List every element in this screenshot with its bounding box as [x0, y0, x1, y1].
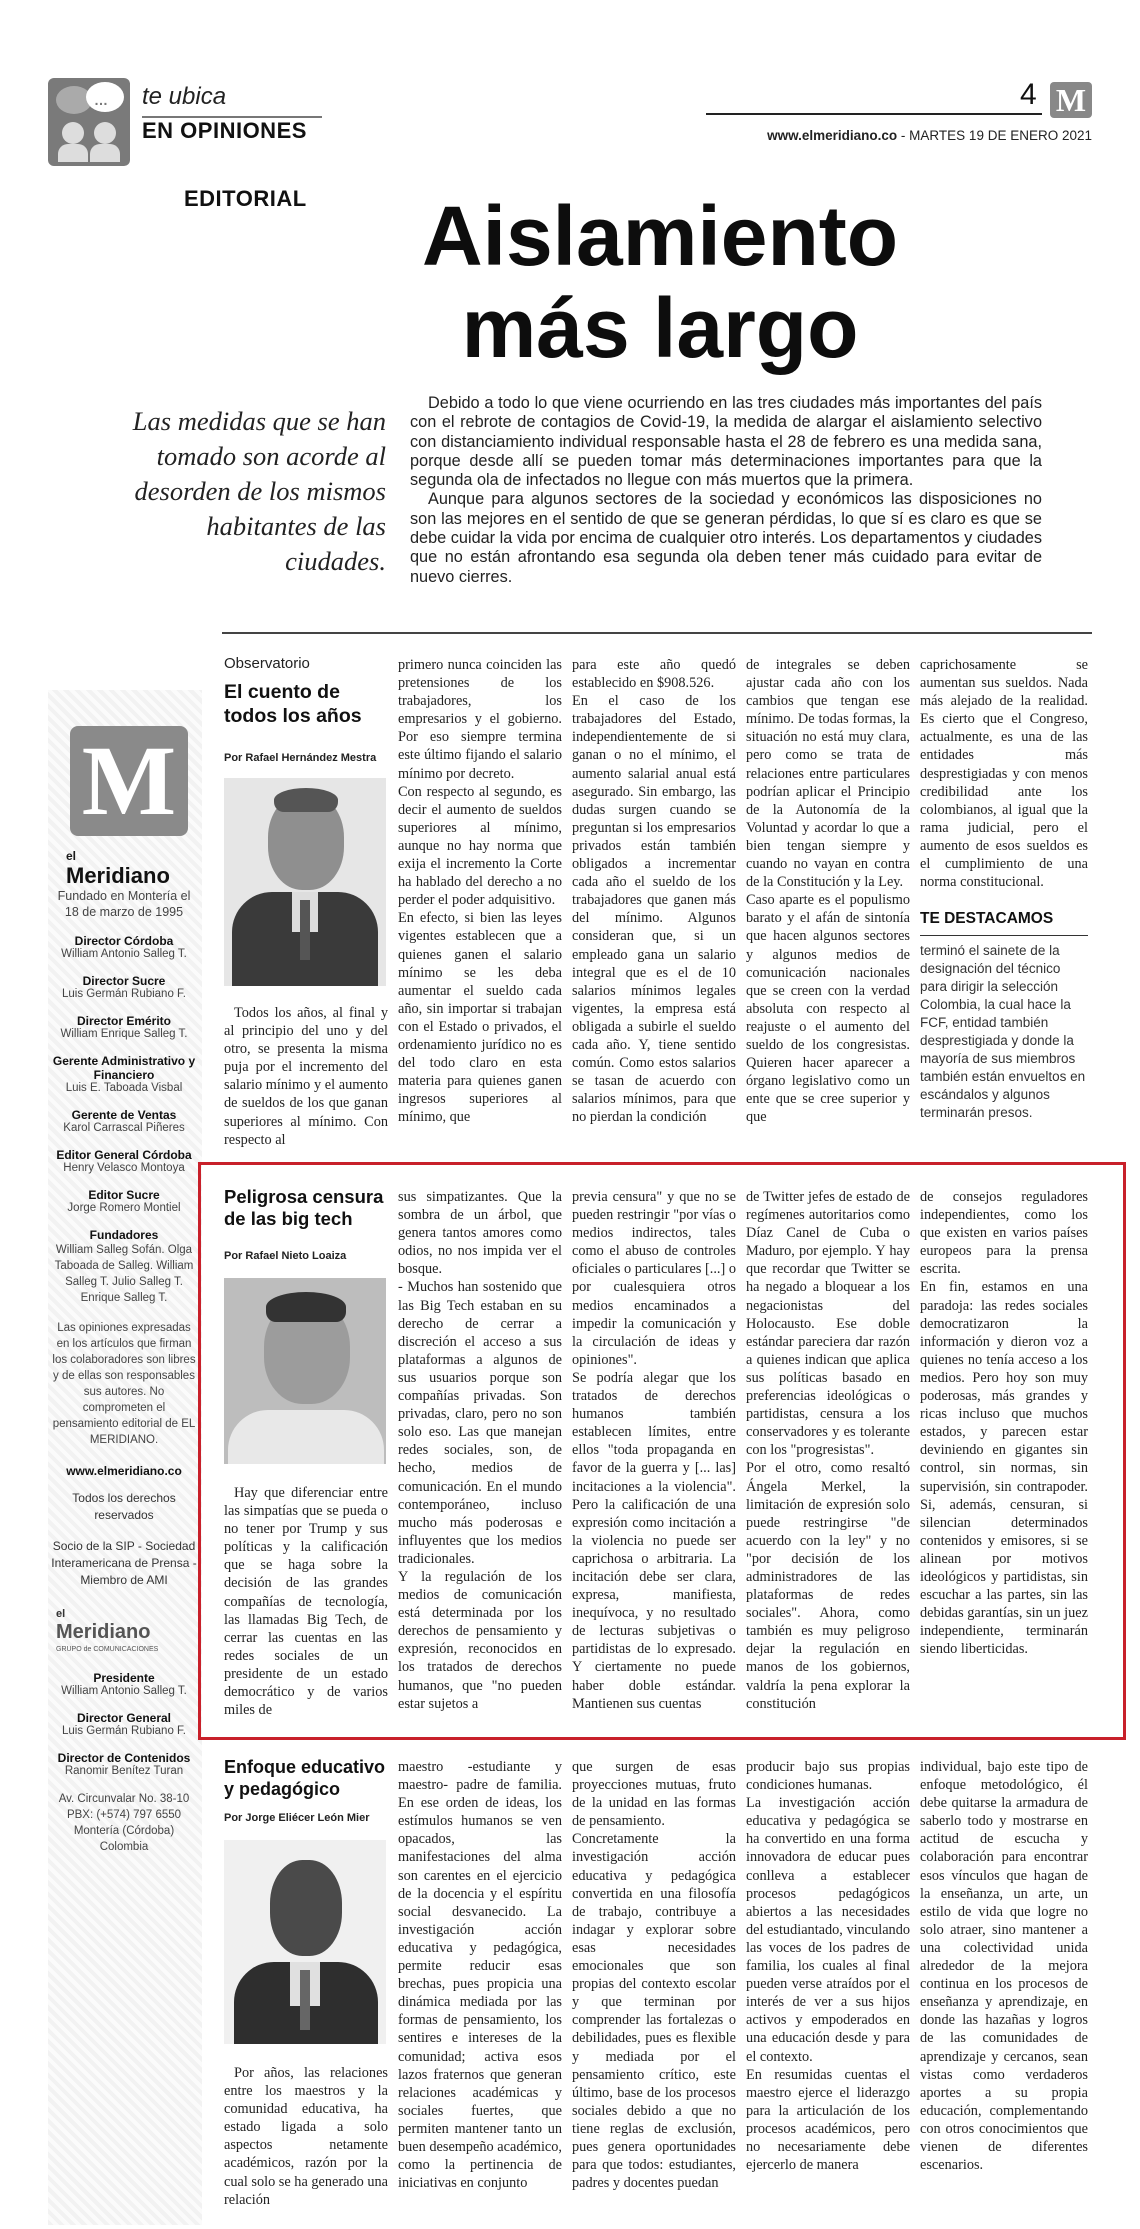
- article1-title: El cuento de todos los años: [224, 681, 362, 727]
- date-text: - MARTES 19 DE ENERO 2021: [900, 128, 1092, 143]
- meridiano-m-logo: M: [1050, 82, 1092, 118]
- article1-author-photo: [224, 778, 386, 986]
- address: Av. Circunvalar No. 38-10 PBX: (+574) 797 6550 Montería (Córdoba) Colombia: [58, 1793, 190, 1853]
- editorial-title-line2: más largo: [461, 281, 859, 375]
- article1-col5: caprichosamente se aumentan sus sueldos. Nada más alejado de la realidad. Es cierto que el Congreso, actualmente, es una de las entidades más desprestigiadas y con menos credibilidad ante los colombianos, al igual que la rama judicial, pero el aumento de esos sueldos es el cumplimiento de una norma constitucional.: [920, 657, 1088, 891]
- article3-col1: Por años, las relaciones entre los maestros y la comunidad educativa, ha estado ligada a solo aspectos netamente académicos, razón por la cual solo se ha generado una relación: [224, 2065, 388, 2208]
- article2-col2: sus simpatizantes. Que la sombra de un árbol, que genera tantos amores como odios, no nos impida ver el bosque. - Muchos han sostenido que las Big Tech estaban en su derecho de cerrar a discreción el acceso a sus plataformas a algunos de sus usuarios porque son compañías privadas. Son privadas, claro, pero no son solo eso. Las que manejan redes sociales, son, de hecho, medios de comunicación. En el mundo contemporáneo, incluso mucho más poderosas e influyentes que los medios tradicionales. Y la regulación de los medios de comunicación está determinada por los derechos de pensamiento y expresión, reconocidos en los tratados de derechos humanos, que "no pueden estar sujetos a: [398, 1189, 562, 1712]
- article1-col2: primero nunca coinciden las pretensiones de los trabajadores, los empresarios y el gobierno. Por eso siempre termina este último fijando el salario mínimo por decreto. Con respecto al segundo, es decir el aumento de sueldos superiores al mínimo, aunque no hay norma que exija el incremento la Corte ha hablado del derecho a no perder el poder adquisitivo. En efecto, si bien las leyes vigentes establecen que a quienes ganen el salario mínimo se les deba aumentar el sueldo cada año, sin importar si trabajan con el Estado o privados, el ordenamiento jurídico no es del todo claro en esta materia para quienes ganen ingresos superiores al mínimo, que: [398, 657, 562, 1126]
- sip-membership: Socio de la SIP - Sociedad Interamericana de Prensa - Miembro de AMI: [51, 1539, 197, 1587]
- article3-title: Enfoque educativo y pedagógico: [224, 1757, 386, 1799]
- masthead-logo: M: [70, 726, 188, 836]
- masthead-text: [50, 888, 198, 1855]
- group-staff: [50, 1671, 198, 1777]
- staff-entry: Gerente de Ventas Karol Carrascal Piñeres: [63, 1108, 185, 1134]
- article1-col1: Todos los años, al final y al principio del uno y del otro, se presenta la misma puja por el incremento del salario mínimo y el aumento de sueldos de los que ganan superiores al mínimo. Con respecto al: [224, 1005, 388, 1148]
- staff-list: [50, 934, 198, 1306]
- header-tagline: [142, 84, 322, 144]
- header-rule: [706, 113, 1042, 115]
- article1-col3: para este año quedó establecido en $908.526. En el caso de los trabajadores del Estado, independientemente de si ganan o no el mínimo, el aumento salarial anual está asegurado. Sin embargo, las dudas surgen cuando se preguntan si los empresarios privados están también obligados a incrementar cada año el sueldo de los trabajadores que ganen más del mínimo. Algunos consideran que, si un empleado gana un salario integral que es el de 10 salarios mínimos legales vigentes, la empresa está obligada a subirle el sueldo cada año. Y, tiene sentido común. Como estos salarios se tasan de acuerdo con salarios mínimos, para que no pierdan la condición: [572, 657, 736, 1126]
- staff-entry: Director Córdoba William Antonio Salleg T.: [61, 934, 187, 960]
- disclaimer: Las opiniones expresadas en los artículos que firman los colaboradores son libres y de ellas son responsables sus autores. No comprometen el pensamiento editorial de EL MERIDIANO.: [52, 1322, 196, 1446]
- staff-entry: Fundadores William Salleg Sofán. Olga Taboada de Salleg. William Salleg T. Julio Salleg T. Enrique Salleg T.: [54, 1228, 194, 1304]
- editorial-divider: [222, 632, 1092, 634]
- masthead-website[interactable]: www.elmeridiano.co: [66, 1464, 182, 1478]
- masthead-brand: el Meridiano: [66, 849, 170, 888]
- editorial-title: [380, 190, 940, 374]
- staff-entry: Director de Contenidos Ranomir Benítez Turan: [57, 1751, 191, 1777]
- article2-author-photo: [224, 1278, 386, 1464]
- article2-col1: Hay que diferenciar entre las simpatías que se pueda o no tener por Trump y sus políticas y la calificación que se haga sobre la decisión de las grandes compañías de tecnología, las llamadas Big Tech, de cerrar las cuentas en las redes sociales de un presidente de un estado democrático y de varios miles de: [224, 1485, 388, 1719]
- rights: Todos los derechos reservados: [72, 1491, 176, 1522]
- speech-bubbles-icon: …: [48, 78, 130, 166]
- staff-entry: Editor General Córdoba Henry Velasco Montoya: [56, 1148, 192, 1174]
- article2-col4: de Twitter jefes de estado de regímenes autoritarios como Díaz Canel de Cuba o Maduro, por ejemplo. Y hay que recordar que Twitter se ha negado a bloquear a los negacionistas del Holocausto. Ese doble estándar pareciera dar razón a quienes indican que aplica sus políticas basado en preferencias ideológicas o partidistas, censura a los conservadores y es tolerante con los "progresistas". Por el otro, como resaltó Ángela Merkel, la limitación de expresión solo puede restringirse "de acuerdo con la ley" y no "por decisión de los administradores de las plataformas de redes sociales". Ahora, como también es muy peligroso dejar la regulación en manos de los gobiernos, valdría la pena explorar la constitución: [746, 1189, 910, 1712]
- destacamos-title: TE DESTACAMOS: [920, 910, 1054, 927]
- page-number: 4: [1020, 78, 1037, 111]
- staff-entry: Editor Sucre Jorge Romero Montiel: [67, 1188, 181, 1214]
- article3-col5: individual, bajo este tipo de enfoque metodológico, él debe quitarse la armadura de saberlo todo y mostrarse en actitud de escucha y colaboración para encontrar esos vínculos que hagan de la enseñanza, un arte, un estilo de vida que logre no solo atraer, sino mantener a una colectividad unida alrededor de la mejora continua en los procesos de enseñanza y aprendizaje, en donde las hazañas y logros de las comunidades de aprendizaje y cercanos, sean vistas como verdaderos aportes a su propia educación, complementando con otros conocimientos que vienen de diferentes escenarios.: [920, 1759, 1088, 2174]
- staff-entry: Director Emérito William Enrique Salleg T.: [60, 1014, 188, 1040]
- article2-col5: de consejos reguladores independientes, como los que existen en varios países europeos para la prensa escrita. En fin, estamos en una paradoja: las redes sociales democratizaron la información y dieron voz a quienes no tenía acceso a los medios. Pero hoy son muy poderosas, más grandes y ricas incluso que muchos estados, y parecen estar deviniendo en gigantes sin control, sin normas, sin supervisión, sin contrapoder. Si, además, censuran, si silencian determinados contenidos y emisores, si se alinean por motivos ideológicos y partidistas, sin escuchar a las partes, sin las debidas garantías, sin un juez independiente, terminarán siendo liberticidas.: [920, 1189, 1088, 1658]
- article3-col4: producir bajo sus propias condiciones humanas. La investigación acción educativa y pedagógica se ha convertido en una forma innovadora de educar pues conlleva a establecer procesos pedagógicos abiertos a las necesidades del estudiantado, vinculando las voces de los padres de familia, los cuales al final pueden verse atraídos por el interés de ver a sus hijos activos y empoderados en una educación desde y para el contexto. En resumidas cuentas el maestro ejerce el liderazgo para la articulación de los procesos académicos, pero no necesariamente debe ejercerlo de manera: [746, 1759, 910, 2174]
- staff-entry: Director General Luis Germán Rubiano F.: [61, 1711, 186, 1737]
- article1-byline: Por Rafael Hernández Mestra: [224, 752, 377, 764]
- article2-title: Peligrosa censura de las big tech: [224, 1186, 384, 1229]
- editorial-body: [410, 394, 1042, 587]
- header-dateline: [700, 128, 1092, 143]
- editorial-title-line1: Aislamiento: [421, 189, 899, 283]
- site-url[interactable]: www.elmeridiano.co: [767, 128, 898, 143]
- staff-entry: Director Sucre Luis Germán Rubiano F.: [61, 974, 186, 1000]
- editorial-label: EDITORIAL: [184, 186, 307, 211]
- article3-col3: que surgen de esas proyecciones mutuas, fruto de la unidad en las formas de pensamiento. Concretamente la investigación acción educativa y pedagógica convertida en una filosofía de trabajo, contribuye a indagar y explorar sobre esas necesidades emocionales que son propias del contexto escolar y que terminan por comprender las fortalezas o debilidades, pues es flexible y mediada por el pensamiento crítico, este último, base de los procesos sociales debido a que no tiene reglas de exclusión, pues genera oportunidades para que todos: estudiantes, padres y docentes puedan: [572, 1759, 736, 2192]
- staff-entry: Gerente Administrativo y Financiero Luis E. Taboada Visbal: [52, 1054, 196, 1094]
- article3-byline: Por Jorge Eliécer León Mier: [224, 1812, 370, 1824]
- founded: Fundado en Montería el 18 de marzo de 1995: [57, 889, 191, 919]
- editorial-pull-quote: Las medidas que se han tomado son acorde al desorden de los mismos habitantes de las ciudades.: [132, 406, 386, 576]
- article2-byline: Por Rafael Nieto Loaiza: [224, 1250, 347, 1262]
- destacamos-text: terminó el sainete de la designación del técnico para dirigir la selección Colombia, la cual hace la FCF, entidad también desprestigiada y donde la mayoría de sus miembros también están envueltos en escándalos y algunos terminarán presos.: [920, 943, 1086, 1120]
- destacamos-rule: [920, 935, 1088, 936]
- article1-kicker: Observatorio: [224, 655, 310, 672]
- staff-entry: Presidente William Antonio Salleg T.: [61, 1671, 187, 1697]
- tagline-small: te ubica: [142, 83, 227, 110]
- article2-col3: previa censura" y que no se pueden restringir "por vías o medios indirectos, tales como el abuso de controles oficiales o particulares [...] o por cualesquiera otros medios encaminados a impedir la comunicación y la circulación de ideas y opiniones". Se podría alegar que los tratados de derechos humanos también establecen límites, entre ellos "toda propaganda en favor de la guerra y [... las] incitaciones a la violencia". Pero la calificación de una expresión como incitación a la violencia no puede ser caprichosa o arbitraria. La incitación debe ser clara, expresa, manifiesta, inequívoca, y no resultado de lecturas subjetivas o partidistas de lo expresado. Y ciertamente no puede haber doble estándar. Mantienen sus cuentas: [572, 1189, 736, 1712]
- article1-col4: de integrales se deben ajustar cada año con los cambios que tengan ese mínimo. De todas formas, la situación no está muy clara, pero como se trata de relaciones entre particulares podrían aplicar el Principio de la Autonomía de la Voluntad y acordar lo que a bien tengan siempre y cuando no vayan en contra de la Constitución y la Ley. Caso aparte es el populismo barato y el afán de sintonía que hacen algunos sectores y algunos medios de comunicación nacionales que se creen con la verdad absoluta con respecto al reajuste o el aumento del sueldo de los congresistas. Quieren hacer aparecer a órgano legislativo como un ente que se cree superior y que: [746, 657, 910, 1126]
- editorial-para2: Aunque para algunos sectores de la sociedad y económicos las disposiciones no son las mejores en el sentido de que se generan pérdidas, lo que sí es claro es que se debe cuidar la vida por encima de cualquier otro interés. Los departamentos y ciudades que no están afrontando esa segunda ola deben tener más cuidado para evitar de nuevo cierres.: [410, 490, 1042, 586]
- article3-author-photo: [224, 1840, 386, 2044]
- article3-col2: maestro -estudiante y maestro- padre de familia. En ese orden de ideas, los estímulos humanos se ven opacados, las manifestaciones del alma son carentes en el ejercicio de la docencia y el espíritu social desvanecido. La investigación acción educativa y pedagógica, permite reducir esas brechas, pues propicia una dinámica mediada por las formas de pensamiento, los sentires e intereses de la comunidad; activa esos lazos fraternos que generan relaciones académicas y sociales fuertes, que permiten mantener tanto un buen desempeño académico, como la pertinencia de iniciativas en conjunto: [398, 1759, 562, 2192]
- editorial-para1: Debido a todo lo que viene ocurriendo en las tres ciudades más importantes del país con el rebrote de contagios de Covid-19, la medida de alargar el aislamiento selectivo con distanciamiento individual responsable hasta el 28 de febrero es una medida sana, porque desde allí se pueden tomar más determinaciones importantes para que la segunda ola de infectados no llegue con más muertos que la primera.: [410, 394, 1042, 490]
- section-title: EN OPINIONES: [142, 118, 307, 143]
- group-logo: el Meridiano GRUPO de COMUNICACIONES: [56, 1608, 159, 1653]
